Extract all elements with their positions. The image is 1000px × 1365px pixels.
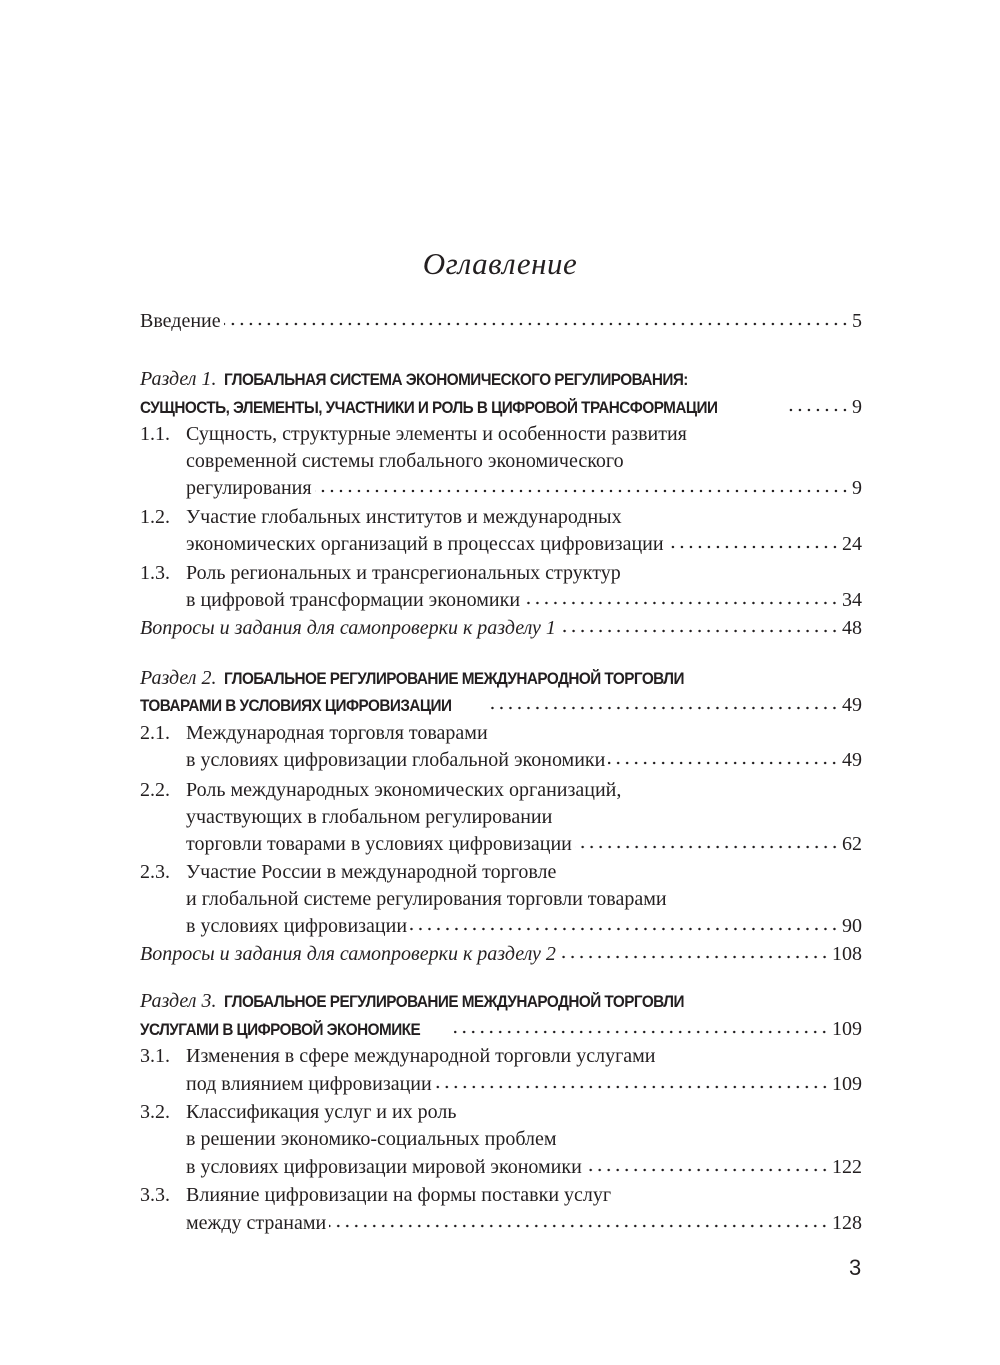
entry-title: экономических организаций в процессах цифровизации (186, 533, 664, 555)
toc-entry-line[interactable] (140, 943, 862, 971)
entry-page: 48 (842, 617, 862, 639)
entry-title: Роль международных экономических организаций, (186, 779, 622, 801)
entry-title: Влияние цифровизации на формы поставки услуг (186, 1184, 612, 1206)
entry-page: 128 (832, 1212, 862, 1234)
page-number: 3 (849, 1255, 862, 1280)
toc-title: Оглавление (422, 246, 578, 281)
entry-page: 62 (842, 833, 862, 855)
entry-title: ГЛОБАЛЬНОЕ РЕГУЛИРОВАНИЕ МЕЖДУНАРОДНОЙ ТОРГОВЛИ (224, 992, 685, 1011)
toc-entry-line[interactable] (140, 396, 862, 424)
entry-title: регулирования (186, 477, 312, 499)
entry-number: 2.3. (140, 861, 170, 883)
entry-number: 3.2. (140, 1101, 170, 1123)
toc-entry-line[interactable] (140, 506, 862, 534)
entry-title: современной системы глобального экономического (186, 450, 624, 472)
section-label: Раздел 3. (140, 990, 217, 1012)
toc-entry-line[interactable] (140, 1073, 862, 1101)
toc-entry-line[interactable] (140, 861, 862, 889)
section-label: Раздел 1. (140, 368, 217, 390)
entry-title: и глобальной системе регулирования торговли товарами (186, 888, 667, 910)
dot-leader (224, 321, 849, 327)
entry-number: 2.1. (140, 722, 170, 744)
toc-entry-line[interactable] (140, 562, 862, 590)
entry-title: Классификация услуг и их роль (186, 1101, 457, 1123)
toc-entry-line[interactable] (140, 368, 862, 396)
entry-page: 109 (832, 1018, 862, 1040)
dot-leader (454, 1029, 829, 1035)
entry-number: 1.3. (140, 562, 170, 584)
toc-entry-line[interactable] (140, 1156, 862, 1184)
entry-page: 49 (842, 749, 862, 771)
entry-page: 90 (842, 915, 862, 937)
entry-title: Вопросы и задания для самопроверки к разделу 1 (140, 617, 556, 639)
dot-leader (329, 1223, 829, 1229)
entry-title: участвующих в глобальном регулировании (186, 806, 553, 828)
section-label: Раздел 2. (140, 667, 217, 689)
dot-leader (489, 705, 839, 711)
entry-title: Изменения в сфере международной торговли услугами (186, 1045, 656, 1067)
toc-entry-line[interactable] (140, 1045, 862, 1073)
toc-entry-line[interactable] (140, 617, 862, 645)
entry-title: УСЛУГАМИ В ЦИФРОВОЙ ЭКОНОМИКЕ (140, 1020, 421, 1039)
dot-leader (523, 600, 839, 606)
dot-leader (559, 954, 829, 960)
entry-title: Роль региональных и трансрегиональных структур (186, 562, 621, 584)
dot-leader (410, 926, 839, 932)
entry-number: 1.2. (140, 506, 170, 528)
toc-entry-line[interactable] (140, 310, 862, 338)
entry-title: в решении экономико-социальных проблем (186, 1128, 557, 1150)
entry-title: ГЛОБАЛЬНОЕ РЕГУЛИРОВАНИЕ МЕЖДУНАРОДНОЙ ТОРГОВЛИ (224, 669, 685, 688)
entry-title: СУЩНОСТЬ, ЭЛЕМЕНТЫ, УЧАСТНИКИ И РОЛЬ В ЦИФРОВОЙ ТРАНСФОРМАЦИИ (140, 398, 718, 417)
toc-entry-line[interactable] (140, 667, 862, 695)
toc-entry-line[interactable] (140, 722, 862, 750)
toc-entry-line[interactable] (140, 1101, 862, 1129)
entry-title: Участие России в международной торговле (186, 861, 557, 883)
entry-number: 3.1. (140, 1045, 170, 1067)
dot-leader (785, 407, 849, 413)
entry-title: Сущность, структурные элементы и особенности развития (186, 423, 687, 445)
entry-title: Введение (140, 310, 221, 332)
toc-entry-line[interactable] (140, 450, 862, 478)
toc-entry-line[interactable] (140, 533, 862, 561)
entry-page: 9 (852, 477, 862, 499)
dot-leader (315, 488, 849, 494)
entry-title: в условиях цифровизации (186, 915, 408, 937)
toc-entry-line[interactable] (140, 990, 862, 1018)
toc-entry-line[interactable] (140, 694, 862, 722)
entry-title: в цифровой трансформации экономики (186, 589, 521, 611)
toc-entry-line[interactable] (140, 749, 862, 777)
entry-title: ГЛОБАЛЬНАЯ СИСТЕМА ЭКОНОМИЧЕСКОГО РЕГУЛИРОВАНИЯ: (224, 370, 689, 389)
toc-entry-line[interactable] (140, 1128, 862, 1156)
toc-entry-line[interactable] (140, 833, 862, 861)
entry-page: 109 (832, 1073, 862, 1095)
entry-title: торговли товарами в условиях цифровизации (186, 833, 572, 855)
entry-title: между странами (186, 1212, 327, 1234)
entry-page: 34 (842, 589, 862, 611)
toc-entry-line[interactable] (140, 1184, 862, 1212)
toc-entry-line[interactable] (140, 1018, 862, 1046)
dot-leader (608, 760, 839, 766)
entry-title: под влиянием цифровизации (186, 1073, 432, 1095)
entry-number: 2.2. (140, 779, 170, 801)
entry-page: 122 (832, 1156, 862, 1178)
entry-page: 108 (832, 943, 862, 965)
toc-entry-line[interactable] (140, 589, 862, 617)
entry-number: 3.3. (140, 1184, 170, 1206)
dot-leader (667, 544, 839, 550)
toc-entry-line[interactable] (140, 779, 862, 807)
entry-page: 24 (842, 533, 862, 555)
toc-entry-line[interactable] (140, 915, 862, 943)
dot-leader (575, 844, 839, 850)
toc-entry-line[interactable] (140, 888, 862, 916)
toc-entry-line[interactable] (140, 423, 862, 451)
entry-title: Участие глобальных институтов и международных (186, 506, 622, 528)
entry-title: Вопросы и задания для самопроверки к разделу 2 (140, 943, 556, 965)
entry-page: 9 (852, 396, 862, 418)
toc-entry-line[interactable] (140, 806, 862, 834)
entry-title: в условиях цифровизации мировой экономики (186, 1156, 582, 1178)
entry-page: 49 (842, 694, 862, 716)
entry-title: Международная торговля товарами (186, 722, 488, 744)
dot-leader (559, 628, 839, 634)
entry-page: 5 (852, 310, 862, 332)
toc-entry-line[interactable] (140, 477, 862, 505)
dot-leader (435, 1084, 829, 1090)
entry-number: 1.1. (140, 423, 170, 445)
toc-entry-line[interactable] (140, 1212, 862, 1240)
entry-title: в условиях цифровизации глобальной экономики (186, 749, 606, 771)
dot-leader (585, 1167, 829, 1173)
entry-title: ТОВАРАМИ В УСЛОВИЯХ ЦИФРОВИЗАЦИИ (140, 696, 452, 715)
